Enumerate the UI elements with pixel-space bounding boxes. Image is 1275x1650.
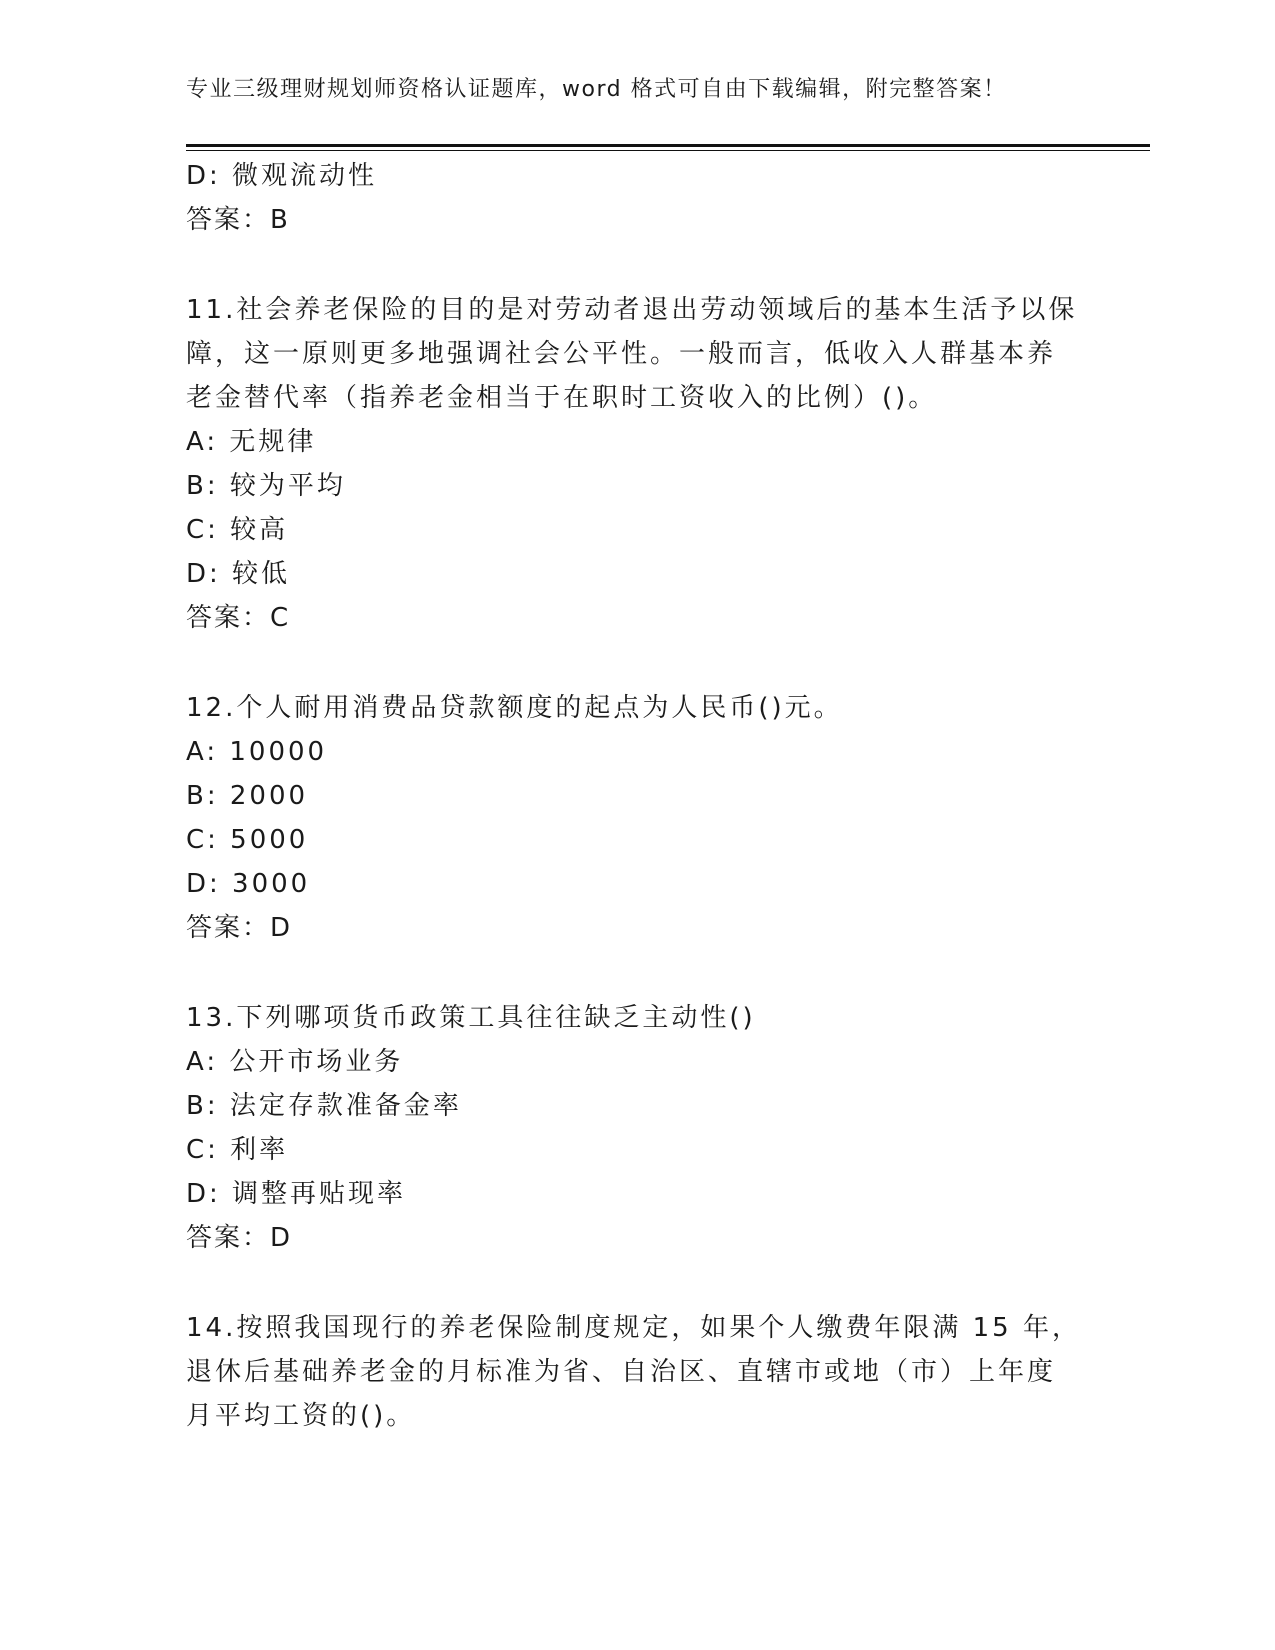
q11-option-d: D: 较低 <box>186 559 291 589</box>
q13-option-c: C: 利率 <box>186 1135 289 1165</box>
q11-option-c: C: 较高 <box>186 515 289 545</box>
q11-option-b: B: 较为平均 <box>186 471 346 501</box>
q13-option-d: D: 调整再贴现率 <box>186 1179 407 1209</box>
q14-stem-line-1: 14.按照我国现行的养老保险制度规定，如果个人缴费年限满 15 年， <box>186 1313 1081 1343</box>
prev-option-d: D: 微观流动性 <box>186 161 378 191</box>
q13-stem-line-1: 13.下列哪项货币政策工具往往缺乏主动性() <box>186 1003 756 1033</box>
q12-stem-line-1: 12.个人耐用消费品贷款额度的起点为人民币()元。 <box>186 693 843 723</box>
q12-option-a: A: 10000 <box>186 737 328 767</box>
page-header: 专业三级理财规划师资格认证题库，word 格式可自由下载编辑，附完整答案！ <box>186 77 1007 102</box>
q12-option-c: C: 5000 <box>186 825 309 855</box>
q12-option-b: B: 2000 <box>186 781 309 811</box>
q14-stem-line-2: 退休后基础养老金的月标准为省、自治区、直辖市或地（市）上年度 <box>186 1357 1057 1387</box>
q11-answer: 答案：C <box>186 603 291 633</box>
q13-option-b: B: 法定存款准备金率 <box>186 1091 462 1121</box>
prev-answer: 答案：B <box>186 205 290 235</box>
q11-option-a: A: 无规律 <box>186 427 317 457</box>
header-rule-thick <box>186 144 1150 147</box>
q11-stem-line-1: 11.社会养老保险的目的是对劳动者退出劳动领域后的基本生活予以保 <box>186 295 1078 325</box>
header-rule-thin <box>186 150 1150 151</box>
q12-option-d: D: 3000 <box>186 869 311 899</box>
q14-stem-line-3: 月平均工资的()。 <box>186 1401 416 1431</box>
q11-stem-line-3: 老金替代率（指养老金相当于在职时工资收入的比例）()。 <box>186 383 938 413</box>
q12-answer: 答案：D <box>186 913 293 943</box>
q13-answer: 答案：D <box>186 1223 293 1253</box>
q13-option-a: A: 公开市场业务 <box>186 1047 404 1077</box>
q11-stem-line-2: 障，这一原则更多地强调社会公平性。一般而言，低收入人群基本养 <box>186 339 1057 369</box>
